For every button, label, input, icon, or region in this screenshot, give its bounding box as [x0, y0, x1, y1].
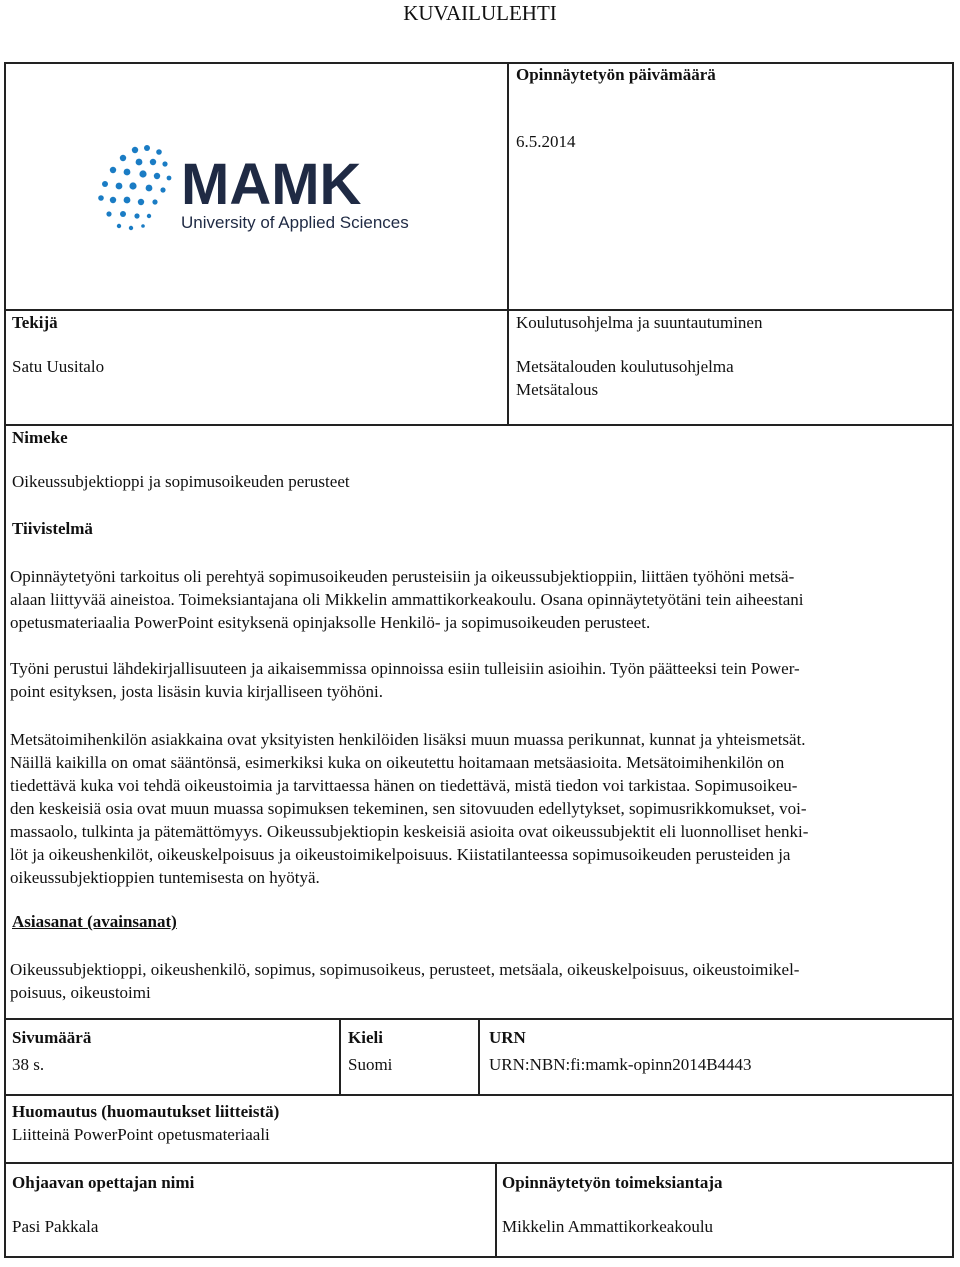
abstract-paragraph	[10, 657, 944, 703]
abstract-line: Metsätoimihenkilön asiakkaina ovat yksityisten henkilöiden lisäksi muun muassa perikunnat, kunnat ja yhteismetsät.	[10, 730, 806, 749]
abstract-line: opetusmateriaalia PowerPoint esityksenä opinjaksolle Henkilö- ja sopimusoikeuden perusteet.	[10, 613, 651, 632]
notes-label: Huomautus (huomautukset liitteistä)	[12, 1102, 280, 1121]
program-line: Metsätalous	[516, 380, 599, 399]
divider	[6, 1162, 952, 1164]
abstract-line: point esityksen, josta lisäsin kuvia kirjalliseen työhöni.	[10, 682, 384, 701]
language-label: Kieli	[348, 1028, 383, 1047]
program-line: Metsätalouden koulutusohjelma	[516, 357, 734, 376]
abstract-line: Näillä kaikilla on omat sääntönsä, esimerkiksi kuka on oikeutettu hoitamaan metsäasioita. Metsätoimihenkilön on	[10, 753, 785, 772]
logo-subtitle: University of Applied Sciences	[181, 213, 409, 232]
author-value: Satu Uusitalo	[12, 357, 105, 376]
abstract-label: Tiivistelmä	[12, 519, 93, 538]
mamk-logo	[95, 140, 435, 240]
language-value: Suomi	[348, 1055, 393, 1074]
notes-value: Liitteinä PowerPoint opetusmateriaali	[12, 1125, 270, 1144]
abstract-line: tiedettävä kuka voi tehdä oikeustoimia ja tarvittaessa hänen on tiedettävä, mistä tiedon voi tarkistaa. Sopimusoikeu-	[10, 776, 798, 795]
divider	[339, 1018, 341, 1094]
urn-label: URN	[489, 1028, 526, 1047]
author-label: Tekijä	[12, 313, 58, 332]
abstract-line: alaan liittyvää aineistoa. Toimeksiantajana oli Mikkelin ammattikorkeakoulu. Osana opinnäytetyötäni tein aiheestani	[10, 590, 804, 609]
abstract-paragraph	[10, 728, 944, 889]
pages-value: 38 s.	[12, 1055, 45, 1074]
pages-label: Sivumäärä	[12, 1028, 92, 1047]
abstract-line: oikeussubjektioppien tuntemisesta on hyötyä.	[10, 868, 320, 887]
commissioner-value: Mikkelin Ammattikorkeakoulu	[502, 1217, 714, 1236]
program-label: Koulutusohjelma ja suuntautuminen	[516, 313, 763, 332]
abstract-line: löt ja oikeushenkilöt, oikeuskelpoisuus ja oikeustoimikelpoisuus. Kiistatilanteessa sopimusoikeuden perusteiden ja	[10, 845, 791, 864]
supervisor-label: Ohjaavan opettajan nimi	[12, 1173, 195, 1192]
abstract-line: Opinnäytetyöni tarkoitus oli perehtyä sopimusoikeuden perusteisiin ja oikeussubjektioppiin, liittäen työhöni metsä-	[10, 567, 795, 586]
date-label: Opinnäytetyön päivämäärä	[516, 65, 716, 84]
logo-text: MAMK	[181, 152, 362, 217]
keywords-label: Asiasanat (avainsanat)	[12, 912, 177, 931]
divider	[478, 1018, 480, 1094]
abstract-line: massaolo, tulkinta ja pätemättömyys. Oikeussubjektiopin keskeisiä asioita ovat oikeussubjektit eli luonnolliset henki-	[10, 822, 809, 841]
date-value: 6.5.2014	[516, 132, 576, 151]
divider	[507, 64, 509, 424]
abstract-line: den keskeisiä osia ovat muun muassa sopimuksen tekeminen, sen sitovuuden edellytykset, sopimusrikkomukset, voi-	[10, 799, 807, 818]
title-label: Nimeke	[12, 428, 68, 447]
keywords-line: Oikeussubjektioppi, oikeushenkilö, sopimus, sopimusoikeus, perusteet, metsäala, oikeuskelpoisuus, oikeustoimikel-	[10, 960, 800, 979]
abstract-line: Työni perustui lähdekirjallisuuteen ja aikaisemmissa opinnoissa esiin tulleisiin asioihin. Työn päätteeksi tein Power-	[10, 659, 800, 678]
divider	[495, 1162, 497, 1256]
keywords-line: poisuus, oikeustoimi	[10, 983, 151, 1002]
page-title: KUVAILULEHTI	[403, 1, 557, 25]
commissioner-label: Opinnäytetyön toimeksiantaja	[502, 1173, 723, 1192]
abstract-paragraph	[10, 565, 944, 634]
divider	[6, 1094, 952, 1096]
keywords-value	[10, 958, 944, 1004]
divider	[6, 424, 952, 426]
title-value: Oikeussubjektioppi ja sopimusoikeuden perusteet	[12, 472, 350, 491]
divider	[6, 309, 952, 311]
urn-value: URN:NBN:fi:mamk-opinn2014B4443	[489, 1055, 752, 1074]
dots-icon	[98, 145, 171, 230]
supervisor-value: Pasi Pakkala	[12, 1217, 99, 1236]
